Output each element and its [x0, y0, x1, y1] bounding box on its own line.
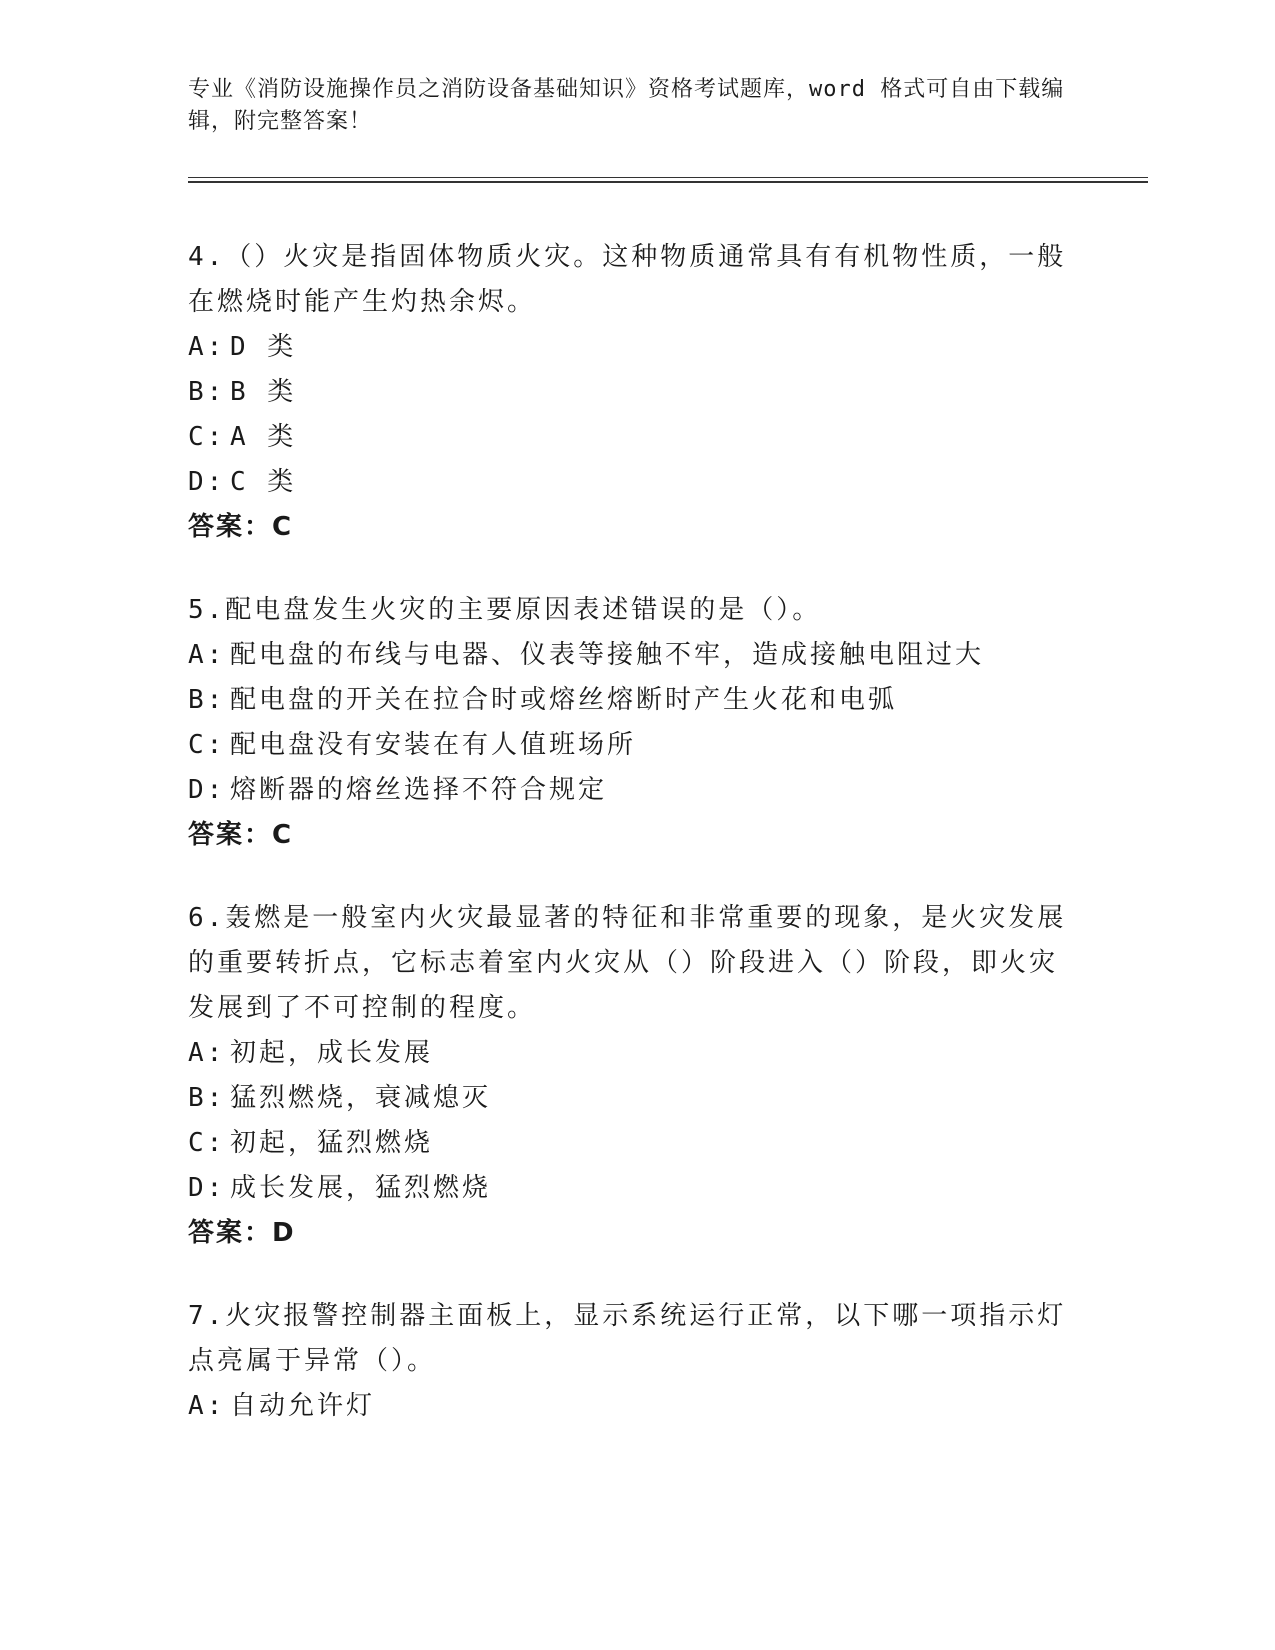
answer-line: 答案：D: [188, 1218, 296, 1248]
option-d: [188, 460, 1068, 505]
option-key: A:: [188, 332, 226, 362]
document-page: [188, 0, 1148, 1650]
question-stem: 5.配电盘发生火灾的主要原因表述错误的是（）。: [188, 595, 822, 625]
option-a: [188, 1031, 1068, 1076]
option-b: [188, 678, 1068, 723]
option-text: 成长发展，猛烈燃烧: [230, 1173, 492, 1203]
option-text: 熔断器的熔丝选择不符合规定: [230, 775, 608, 805]
option-key: C:: [188, 730, 226, 760]
option-key: D:: [188, 1173, 226, 1203]
header-rule-thick: [188, 181, 1148, 183]
option-d: [188, 1166, 1068, 1211]
question-7: [188, 1294, 1068, 1429]
option-b: [188, 1076, 1068, 1121]
option-a: [188, 325, 1068, 370]
option-key: A:: [188, 640, 226, 670]
question-4: [188, 235, 1068, 550]
answer-line: 答案：C: [188, 820, 294, 850]
option-text: D 类: [230, 332, 297, 362]
option-text: 初起，成长发展: [230, 1038, 434, 1068]
question-stem: 6.轰燃是一般室内火灾最显著的特征和非常重要的现象，是火灾发展的重要转折点，它标志着室内火灾从（）阶段进入（）阶段，即火灾发展到了不可控制的程度。: [188, 903, 1067, 1023]
option-key: B:: [188, 1083, 226, 1113]
question-stem: 4.（）火灾是指固体物质火灾。这种物质通常具有有机物性质，一般在燃烧时能产生灼热余烬。: [188, 242, 1067, 317]
answer-line: 答案：C: [188, 512, 294, 542]
header-rule-thin: [188, 177, 1148, 178]
option-text: A 类: [230, 422, 297, 452]
option-key: C:: [188, 1128, 226, 1158]
option-key: C:: [188, 422, 226, 452]
option-key: B:: [188, 377, 226, 407]
option-text: 初起，猛烈燃烧: [230, 1128, 434, 1158]
option-text: C 类: [230, 467, 297, 497]
option-text: 配电盘的开关在拉合时或熔丝熔断时产生火花和电弧: [230, 685, 898, 715]
option-key: A:: [188, 1391, 226, 1421]
option-c: [188, 415, 1068, 460]
option-key: A:: [188, 1038, 226, 1068]
question-5: [188, 588, 1068, 858]
option-c: [188, 723, 1068, 768]
question-list: [188, 235, 1068, 1467]
option-d: [188, 768, 1068, 813]
option-key: B:: [188, 685, 226, 715]
option-key: D:: [188, 467, 226, 497]
option-a: [188, 1384, 1068, 1429]
option-b: [188, 370, 1068, 415]
option-key: D:: [188, 775, 226, 805]
option-c: [188, 1121, 1068, 1166]
question-stem: 7.火灾报警控制器主面板上，显示系统运行正常，以下哪一项指示灯点亮属于异常（）。: [188, 1301, 1067, 1376]
option-text: 猛烈燃烧，衰减熄灭: [230, 1083, 492, 1113]
option-text: 配电盘的布线与电器、仪表等接触不牢，造成接触电阻过大: [230, 640, 985, 670]
option-text: 自动允许灯: [230, 1391, 376, 1421]
option-a: [188, 633, 1068, 678]
option-text: 配电盘没有安装在有人值班场所: [230, 730, 637, 760]
option-text: B 类: [230, 377, 297, 407]
document-header: 专业《消防设施操作员之消防设备基础知识》资格考试题库，word 格式可自由下载编辑，附完整答案！: [188, 77, 1065, 134]
question-6: [188, 896, 1068, 1256]
